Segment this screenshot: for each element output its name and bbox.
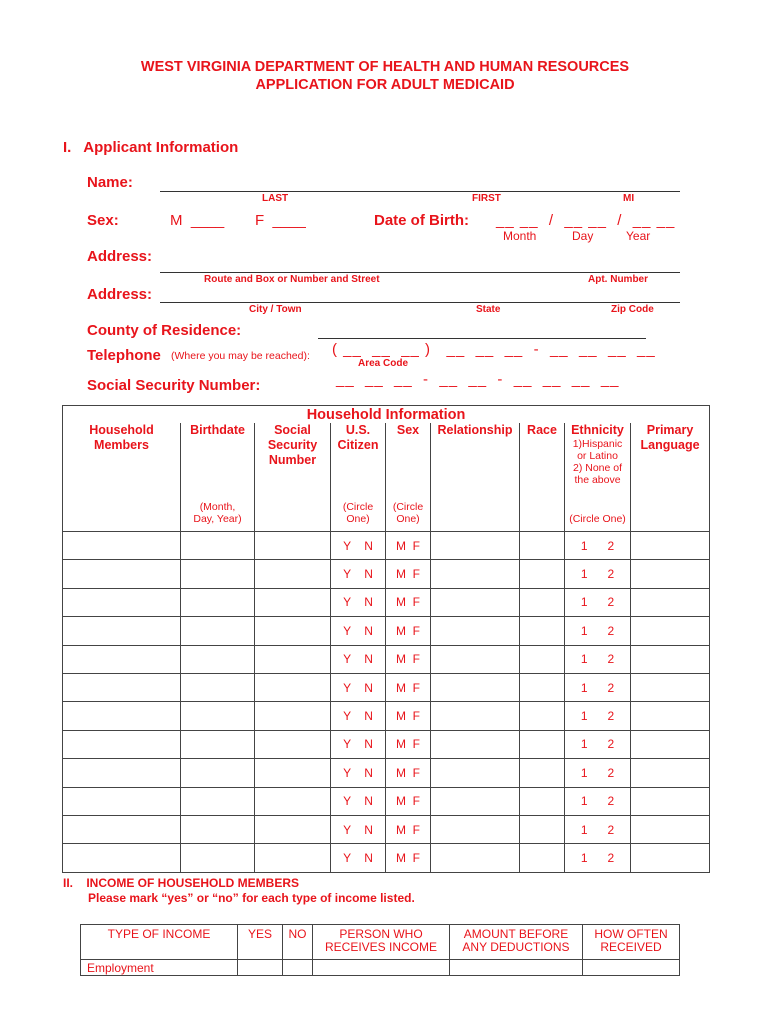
ethnicity-circle-text: 1 2 (580, 737, 615, 752)
relationship-cell[interactable] (431, 617, 520, 645)
ssn-cell[interactable] (255, 844, 331, 872)
ssn-cell[interactable] (255, 645, 331, 673)
member-cell[interactable] (63, 844, 181, 872)
citizen-circle-text: Y N (343, 794, 373, 809)
household-row (63, 560, 710, 588)
ethnicity-circle-text: 1 2 (580, 709, 615, 724)
sex-circle-text: M F (396, 623, 420, 638)
dob-month-caption: Month (503, 229, 537, 243)
ssn-cell[interactable] (255, 588, 331, 616)
sex-circle[interactable] (386, 844, 431, 872)
ethnicity-circle[interactable] (565, 532, 631, 560)
name-first-caption: FIRST (472, 193, 501, 204)
ssn-field[interactable]: __ __ __ - __ __ - __ __ __ __ (336, 371, 620, 388)
col-household-members: Household Members (89, 423, 154, 452)
birthdate-cell[interactable] (181, 588, 255, 616)
birthdate-cell[interactable] (181, 759, 255, 787)
household-table (62, 405, 710, 873)
citizen-circle[interactable] (331, 645, 386, 673)
income-employment-person[interactable] (313, 960, 450, 976)
member-cell[interactable] (63, 730, 181, 758)
telephone-field[interactable]: ( __ __ __ ) __ __ __ - __ __ __ __ (332, 341, 656, 358)
citizen-circle-text: Y N (343, 737, 373, 752)
dob-year-caption: Year (626, 229, 651, 243)
ssn-cell[interactable] (255, 730, 331, 758)
citizen-circle[interactable] (331, 588, 386, 616)
citizen-note: (Circle One) (342, 501, 374, 525)
relationship-cell[interactable] (431, 759, 520, 787)
race-cell[interactable] (520, 588, 565, 616)
income-row-employment: Employment (87, 961, 154, 975)
ethnicity-circle-text: 1 2 (580, 680, 615, 695)
sex-circle-text: M F (396, 822, 420, 837)
ethnicity-circle-text: 1 2 (580, 623, 615, 638)
address2-zip-caption: Zip Code (611, 304, 654, 315)
relationship-cell[interactable] (431, 815, 520, 843)
ethnicity-circle[interactable] (565, 645, 631, 673)
income-employment-no[interactable] (283, 960, 313, 976)
language-cell[interactable] (631, 787, 710, 815)
ethnicity-circle[interactable] (565, 815, 631, 843)
col-relationship: Relationship (437, 423, 513, 437)
address1-line[interactable] (160, 272, 680, 273)
sex-circle[interactable] (386, 645, 431, 673)
ssn-cell[interactable] (255, 673, 331, 701)
ethnicity-circle[interactable] (565, 730, 631, 758)
ssn-cell[interactable] (255, 759, 331, 787)
col-income-person: PERSON WHO RECEIVES INCOME (324, 927, 438, 954)
sex-circle-text: M F (396, 652, 420, 667)
language-cell[interactable] (631, 730, 710, 758)
sex-note: (Circle One) (392, 501, 424, 525)
citizen-circle[interactable] (331, 673, 386, 701)
citizen-circle[interactable] (331, 560, 386, 588)
birthdate-cell[interactable] (181, 673, 255, 701)
ethnicity-circle[interactable] (565, 787, 631, 815)
relationship-cell[interactable] (431, 560, 520, 588)
address2-line[interactable] (160, 302, 680, 303)
col-ssn: Social Security Number (267, 423, 318, 467)
member-cell[interactable] (63, 617, 181, 645)
sex-circle[interactable] (386, 787, 431, 815)
address2-label: Address: (87, 286, 153, 303)
name-line[interactable] (160, 191, 680, 192)
ethnicity-circle[interactable] (565, 759, 631, 787)
sex-circle-text: M F (396, 737, 420, 752)
col-income-type: TYPE OF INCOME (107, 927, 211, 941)
relationship-cell[interactable] (431, 702, 520, 730)
sex-circle[interactable] (386, 702, 431, 730)
sex-circle-text: M F (396, 850, 420, 865)
area-code-caption: Area Code (358, 358, 409, 369)
birthdate-cell[interactable] (181, 815, 255, 843)
language-cell[interactable] (631, 844, 710, 872)
household-row (63, 702, 710, 730)
language-cell[interactable] (631, 673, 710, 701)
birthdate-cell[interactable] (181, 617, 255, 645)
citizen-circle-text: Y N (343, 623, 373, 638)
col-income-often: HOW OFTEN RECEIVED (594, 927, 668, 954)
household-row (63, 673, 710, 701)
ssn-cell[interactable] (255, 702, 331, 730)
sex-circle[interactable] (386, 617, 431, 645)
language-cell[interactable] (631, 759, 710, 787)
ethnicity-options: 1)Hispanic or Latino 2) None of the above (572, 438, 623, 486)
sex-m-option[interactable]: M ____ (170, 212, 225, 229)
race-cell[interactable] (520, 787, 565, 815)
member-cell[interactable] (63, 560, 181, 588)
relationship-cell[interactable] (431, 844, 520, 872)
language-cell[interactable] (631, 532, 710, 560)
birthdate-note: (Month, Day, Year) (193, 501, 242, 525)
citizen-circle[interactable] (331, 532, 386, 560)
col-race: Race (527, 423, 557, 437)
race-cell[interactable] (520, 617, 565, 645)
sex-circle[interactable] (386, 815, 431, 843)
citizen-circle[interactable] (331, 787, 386, 815)
address2-city-caption: City / Town (249, 304, 302, 315)
member-cell[interactable] (63, 588, 181, 616)
citizen-circle[interactable] (331, 730, 386, 758)
relationship-cell[interactable] (431, 787, 520, 815)
sex-circle-text: M F (396, 794, 420, 809)
col-birthdate: Birthdate (190, 423, 245, 437)
race-cell[interactable] (520, 645, 565, 673)
sex-circle[interactable] (386, 673, 431, 701)
birthdate-cell[interactable] (181, 787, 255, 815)
sex-circle[interactable] (386, 588, 431, 616)
race-cell[interactable] (520, 815, 565, 843)
household-row (63, 815, 710, 843)
name-label: Name: (87, 174, 133, 191)
birthdate-cell[interactable] (181, 844, 255, 872)
relationship-cell[interactable] (431, 588, 520, 616)
sex-circle-text: M F (396, 538, 420, 553)
section2-title: II. INCOME OF HOUSEHOLD MEMBERS (63, 876, 300, 890)
member-cell[interactable] (63, 532, 181, 560)
ethnicity-circle-text: 1 2 (580, 567, 615, 582)
relationship-cell[interactable] (431, 730, 520, 758)
race-cell[interactable] (520, 844, 565, 872)
name-mi-caption: MI (623, 193, 635, 204)
section2-instruction: Please mark “yes” or “no” for each type of income listed. (88, 891, 415, 905)
ssn-label: Social Security Number: (87, 377, 261, 394)
birthdate-cell[interactable] (181, 560, 255, 588)
citizen-circle-text: Y N (343, 680, 373, 695)
race-cell[interactable] (520, 759, 565, 787)
household-row (63, 730, 710, 758)
language-cell[interactable] (631, 815, 710, 843)
citizen-circle-text: Y N (343, 652, 373, 667)
sex-circle[interactable] (386, 759, 431, 787)
member-cell[interactable] (63, 759, 181, 787)
form-title-line2: APPLICATION FOR ADULT MEDICAID (255, 77, 515, 93)
ethnicity-note: (Circle One) (569, 513, 626, 525)
ethnicity-circle[interactable] (565, 673, 631, 701)
ethnicity-circle-text: 1 2 (580, 794, 615, 809)
ssn-cell[interactable] (255, 532, 331, 560)
citizen-circle-text: Y N (343, 822, 373, 837)
ssn-cell[interactable] (255, 617, 331, 645)
income-employment-amount[interactable] (450, 960, 583, 976)
ethnicity-circle-text: 1 2 (580, 538, 615, 553)
ethnicity-circle[interactable] (565, 588, 631, 616)
citizen-circle[interactable] (331, 815, 386, 843)
sex-circle-text: M F (396, 765, 420, 780)
income-employment-yes[interactable] (238, 960, 283, 976)
household-row (63, 617, 710, 645)
col-income-amount: AMOUNT BEFORE ANY DEDUCTIONS (462, 927, 570, 954)
dob-day-caption: Day (572, 229, 594, 243)
sex-f-option[interactable]: F ____ (255, 212, 306, 229)
sex-circle[interactable] (386, 730, 431, 758)
ethnicity-circle[interactable] (565, 844, 631, 872)
col-income-yes: YES (247, 927, 272, 941)
language-cell[interactable] (631, 645, 710, 673)
sex-circle-text: M F (396, 567, 420, 582)
county-line[interactable] (318, 338, 646, 339)
household-row (63, 787, 710, 815)
ethnicity-circle-text: 1 2 (580, 765, 615, 780)
ethnicity-circle[interactable] (565, 702, 631, 730)
household-row (63, 588, 710, 616)
language-cell[interactable] (631, 702, 710, 730)
telephone-note: (Where you may be reached): (171, 350, 310, 362)
citizen-circle[interactable] (331, 844, 386, 872)
sex-circle[interactable] (386, 560, 431, 588)
household-title: Household Information (306, 407, 466, 423)
dob-field[interactable]: __ __ / __ __ / __ __ (496, 212, 676, 229)
birthdate-cell[interactable] (181, 730, 255, 758)
telephone-label: Telephone (87, 347, 161, 364)
address1-street-caption: Route and Box or Number and Street (204, 274, 380, 285)
section1-title: I. Applicant Information (63, 139, 239, 156)
name-last-caption: LAST (262, 193, 289, 204)
language-cell[interactable] (631, 588, 710, 616)
relationship-cell[interactable] (431, 645, 520, 673)
sex-circle-text: M F (396, 595, 420, 610)
ethnicity-circle[interactable] (565, 617, 631, 645)
county-label: County of Residence: (87, 322, 242, 339)
birthdate-cell[interactable] (181, 645, 255, 673)
citizen-circle[interactable] (331, 759, 386, 787)
language-cell[interactable] (631, 560, 710, 588)
member-cell[interactable] (63, 815, 181, 843)
citizen-circle-text: Y N (343, 765, 373, 780)
member-cell[interactable] (63, 673, 181, 701)
member-cell[interactable] (63, 787, 181, 815)
ethnicity-circle-text: 1 2 (580, 822, 615, 837)
address1-label: Address: (87, 248, 153, 265)
sex-circle[interactable] (386, 532, 431, 560)
household-row (63, 645, 710, 673)
ssn-cell[interactable] (255, 787, 331, 815)
relationship-cell[interactable] (431, 532, 520, 560)
sex-label: Sex: (87, 212, 119, 229)
ssn-cell[interactable] (255, 560, 331, 588)
race-cell[interactable] (520, 560, 565, 588)
member-cell[interactable] (63, 645, 181, 673)
citizen-circle-text: Y N (343, 595, 373, 610)
sex-circle-text: M F (396, 709, 420, 724)
household-row (63, 532, 710, 560)
form-title-line1: WEST VIRGINIA DEPARTMENT OF HEALTH AND HUMAN RESOURCES (140, 59, 630, 75)
citizen-circle-text: Y N (343, 850, 373, 865)
household-row (63, 844, 710, 872)
relationship-cell[interactable] (431, 673, 520, 701)
birthdate-cell[interactable] (181, 702, 255, 730)
sex-circle-text: M F (396, 680, 420, 695)
citizen-circle[interactable] (331, 702, 386, 730)
income-employment-often[interactable] (583, 960, 680, 976)
race-cell[interactable] (520, 673, 565, 701)
race-cell[interactable] (520, 702, 565, 730)
dob-label: Date of Birth: (374, 212, 469, 229)
ethnicity-circle-text: 1 2 (580, 652, 615, 667)
citizen-circle[interactable] (331, 617, 386, 645)
citizen-circle-text: Y N (343, 538, 373, 553)
citizen-circle-text: Y N (343, 567, 373, 582)
col-sex: Sex (396, 423, 420, 437)
col-citizen: U.S. Citizen (337, 423, 379, 452)
income-table (80, 924, 680, 976)
ethnicity-circle-text: 1 2 (580, 850, 615, 865)
language-cell[interactable] (631, 617, 710, 645)
member-cell[interactable] (63, 702, 181, 730)
address1-apt-caption: Apt. Number (588, 274, 648, 285)
birthdate-cell[interactable] (181, 532, 255, 560)
col-income-no: NO (288, 927, 307, 941)
citizen-circle-text: Y N (343, 709, 373, 724)
address2-state-caption: State (476, 304, 501, 315)
race-cell[interactable] (520, 730, 565, 758)
race-cell[interactable] (520, 532, 565, 560)
col-primary-language: Primary Language (640, 423, 700, 452)
ethnicity-circle-text: 1 2 (580, 595, 615, 610)
household-row (63, 759, 710, 787)
ethnicity-circle[interactable] (565, 560, 631, 588)
ssn-cell[interactable] (255, 815, 331, 843)
col-ethnicity: Ethnicity (571, 423, 624, 437)
